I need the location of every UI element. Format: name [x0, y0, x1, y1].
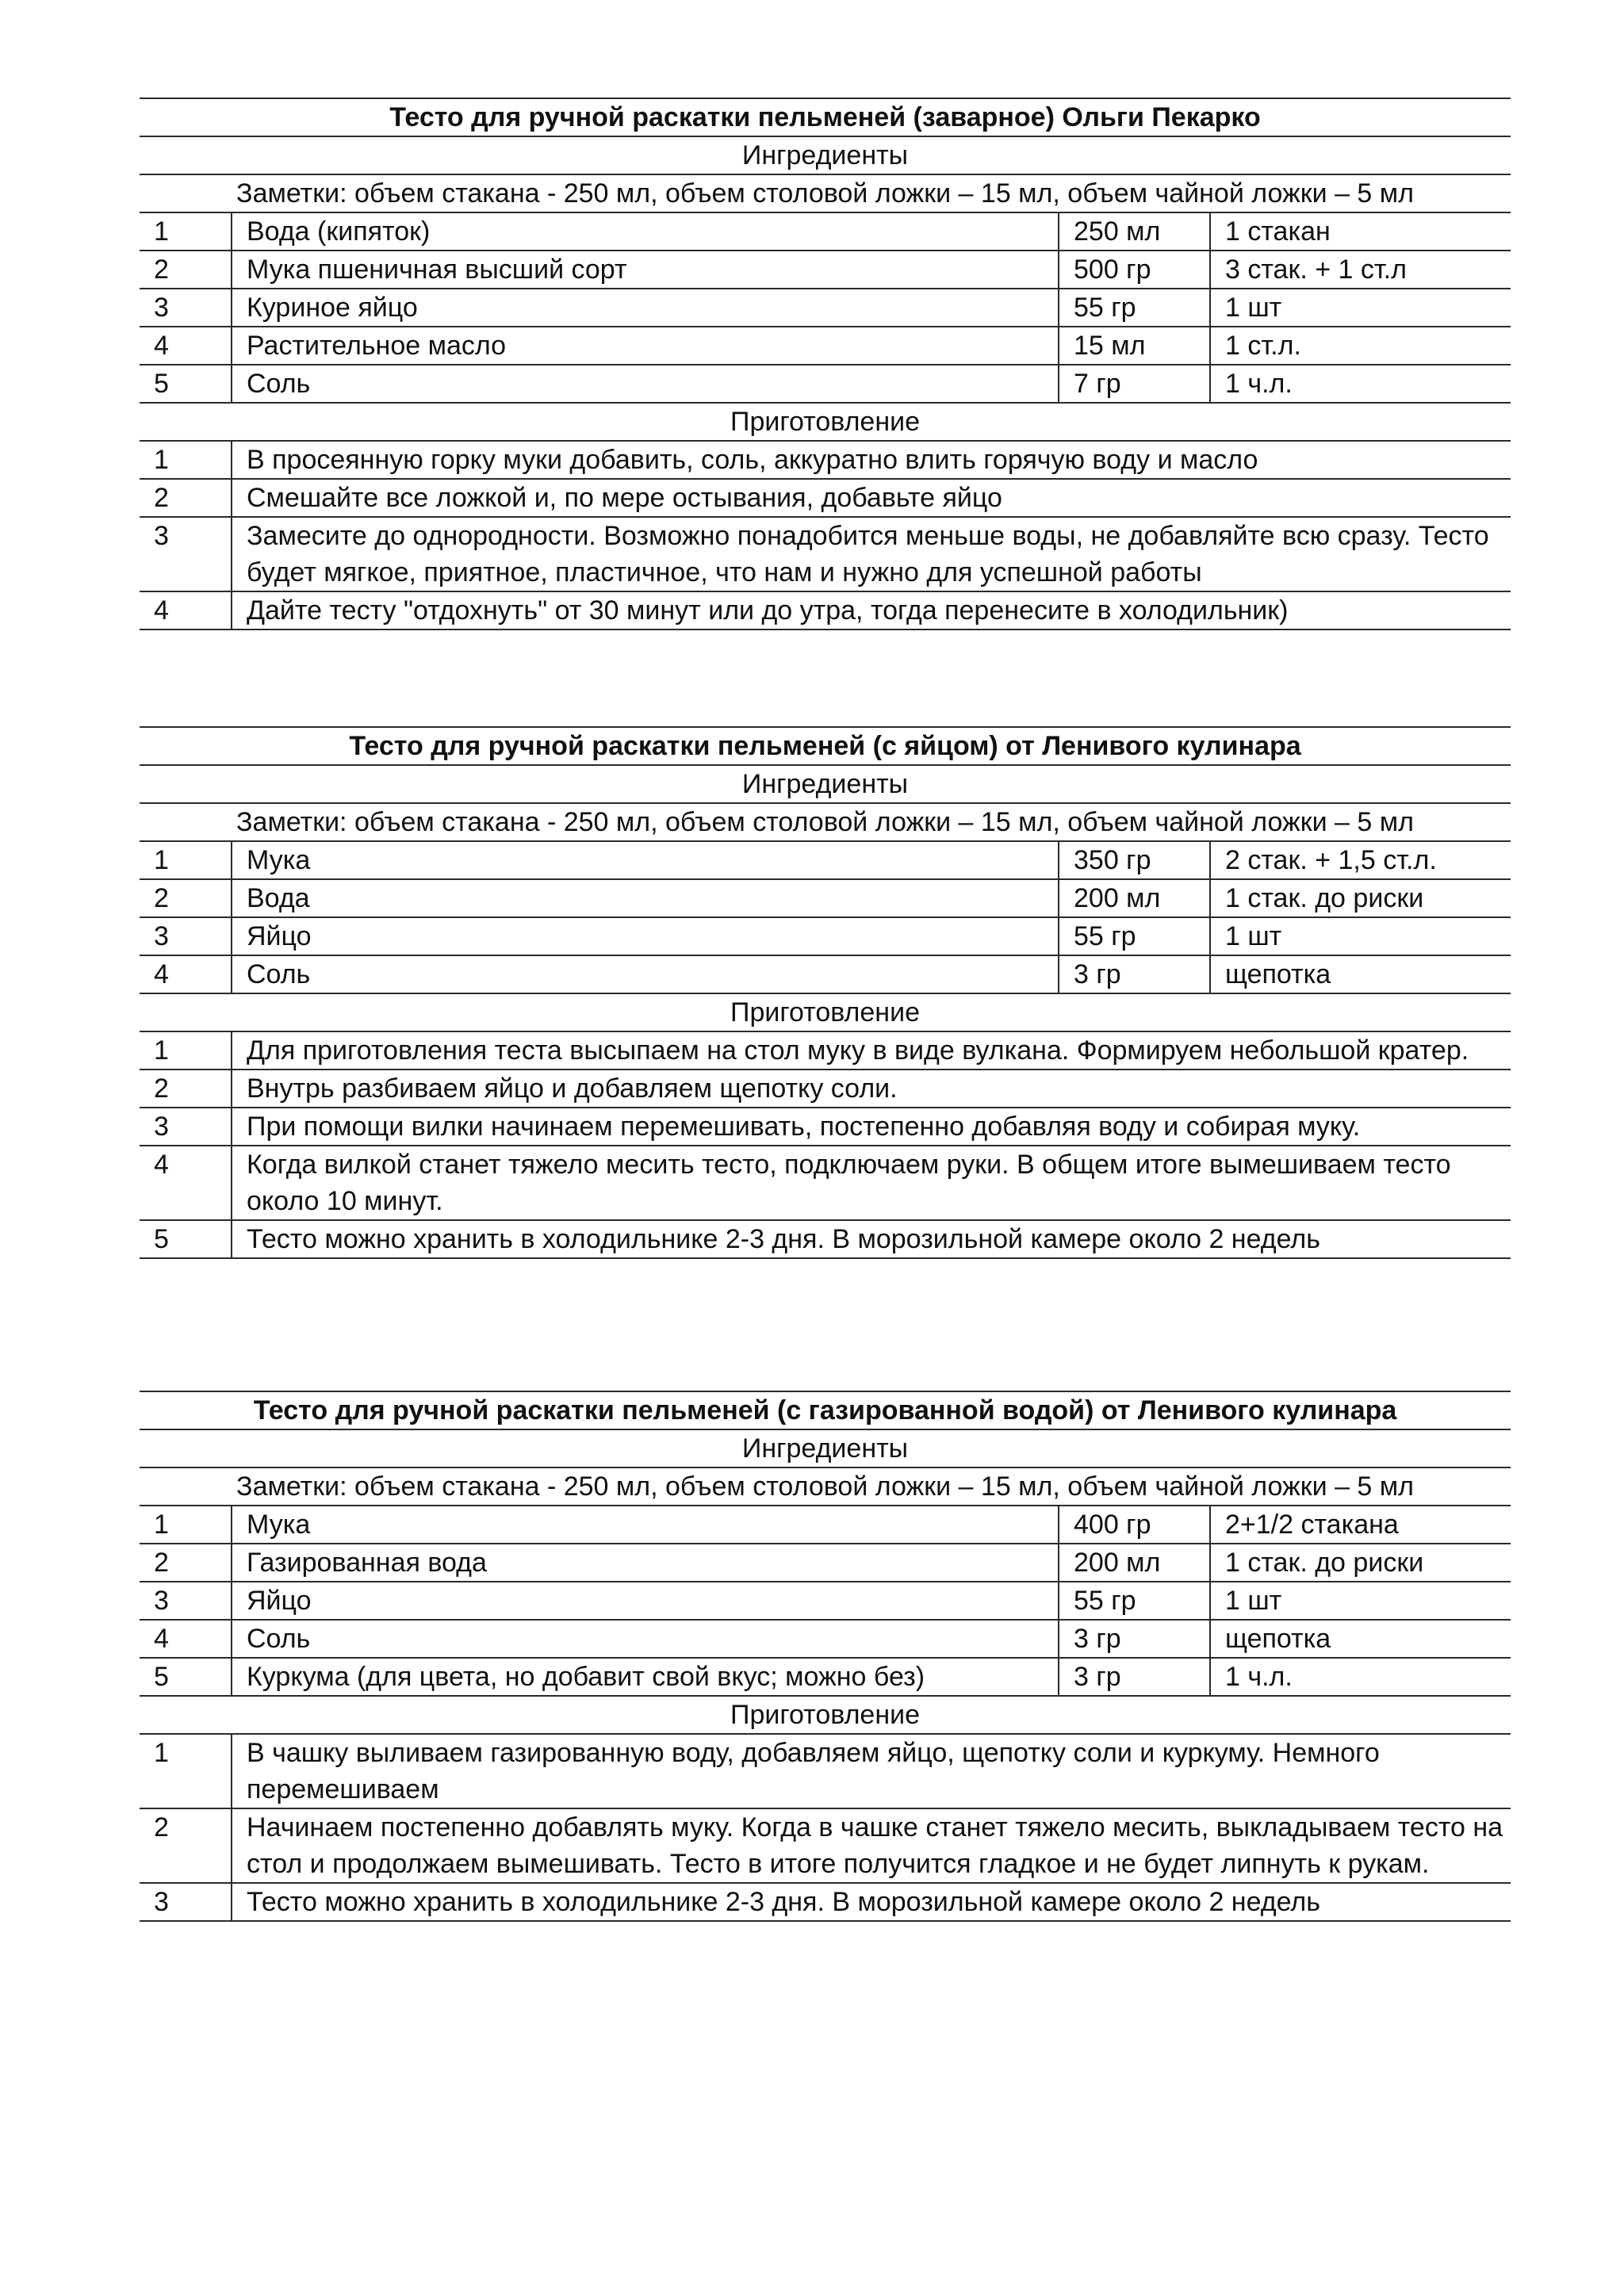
notes-row — [140, 1468, 1511, 1506]
recipe-title: Тесто для ручной раскатки пельменей (заварное) Ольги Пекарко — [140, 98, 1511, 136]
ingredient-amount: 7 гр — [1059, 365, 1210, 403]
step-row — [140, 1031, 1511, 1070]
ingredient-amount: 55 гр — [1059, 1582, 1210, 1620]
step-number: 3 — [140, 1883, 232, 1921]
ingredient-amount: 3 гр — [1059, 1658, 1210, 1696]
step-row — [140, 1734, 1511, 1808]
ingredient-row — [140, 251, 1511, 289]
recipe-title-row — [140, 727, 1511, 765]
ingredient-amount: 3 гр — [1059, 955, 1210, 993]
notes-row — [140, 803, 1511, 841]
ingredient-number: 1 — [140, 212, 232, 251]
ingredients-heading: Ингредиенты — [140, 765, 1511, 803]
ingredient-row — [140, 955, 1511, 993]
step-number: 3 — [140, 1108, 232, 1146]
step-text: В просеянную горку муки добавить, соль, аккуратно влить горячую воду и масло — [232, 441, 1511, 479]
ingredient-measure: 2 стак. + 1,5 ст.л. — [1210, 841, 1511, 879]
notes-text: Заметки: объем стакана - 250 мл, объем столовой ложки – 15 мл, объем чайной ложки – 5 мл — [140, 174, 1511, 212]
ingredient-measure: 3 стак. + 1 ст.л — [1210, 251, 1511, 289]
step-text: Начинаем постепенно добавлять муку. Когда в чашке станет тяжело месить, выкладываем тесто на стол и продолжаем вымешивать. Тесто в итоге получится гладкое и не будет липнуть к рукам. — [232, 1808, 1511, 1883]
recipe-title-row — [140, 98, 1511, 136]
ingredient-name: Соль — [232, 365, 1059, 403]
step-number: 2 — [140, 479, 232, 517]
recipe-title-row — [140, 1391, 1511, 1429]
step-number: 2 — [140, 1808, 232, 1883]
step-text: Когда вилкой станет тяжело месить тесто, подключаем руки. В общем итоге вымешиваем тесто около 10 минут. — [232, 1146, 1511, 1220]
step-number: 2 — [140, 1070, 232, 1108]
ingredient-row — [140, 212, 1511, 251]
step-row — [140, 479, 1511, 517]
ingredient-number: 1 — [140, 841, 232, 879]
ingredient-measure: 1 шт — [1210, 289, 1511, 327]
ingredient-amount: 15 мл — [1059, 327, 1210, 365]
ingredient-measure: 1 шт — [1210, 917, 1511, 955]
step-row — [140, 591, 1511, 629]
ingredient-number: 3 — [140, 917, 232, 955]
notes-text: Заметки: объем стакана - 250 мл, объем столовой ложки – 15 мл, объем чайной ложки – 5 мл — [140, 1468, 1511, 1506]
step-row — [140, 1108, 1511, 1146]
ingredient-number: 3 — [140, 289, 232, 327]
notes-text: Заметки: объем стакана - 250 мл, объем столовой ложки – 15 мл, объем чайной ложки – 5 мл — [140, 803, 1511, 841]
step-text: При помощи вилки начинаем перемешивать, постепенно добавляя воду и собирая муку. — [232, 1108, 1511, 1146]
ingredients-heading: Ингредиенты — [140, 136, 1511, 174]
step-row — [140, 1883, 1511, 1921]
step-number: 1 — [140, 1031, 232, 1070]
step-text: Для приготовления теста высыпаем на стол муку в виде вулкана. Формируем небольшой кратер. — [232, 1031, 1511, 1070]
step-number: 1 — [140, 1734, 232, 1808]
ingredient-name: Мука — [232, 841, 1059, 879]
ingredient-number: 2 — [140, 251, 232, 289]
ingredient-name: Куркума (для цвета, но добавит свой вкус; можно без) — [232, 1658, 1059, 1696]
ingredient-number: 2 — [140, 879, 232, 917]
ingredient-row — [140, 879, 1511, 917]
ingredient-measure: щепотка — [1210, 955, 1511, 993]
step-number: 4 — [140, 1146, 232, 1220]
ingredient-name: Яйцо — [232, 917, 1059, 955]
step-number: 4 — [140, 591, 232, 629]
ingredient-name: Мука пшеничная высший сорт — [232, 251, 1059, 289]
ingredient-measure: 1 ст.л. — [1210, 327, 1511, 365]
ingredient-amount: 55 гр — [1059, 917, 1210, 955]
ingredient-number: 1 — [140, 1506, 232, 1544]
ingredient-number: 4 — [140, 1620, 232, 1658]
ingredient-measure: 1 стак. до риски — [1210, 879, 1511, 917]
ingredient-amount: 200 мл — [1059, 879, 1210, 917]
recipe-title: Тесто для ручной раскатки пельменей (с газированной водой) от Ленивого кулинара — [140, 1391, 1511, 1429]
step-text: Смешайте все ложкой и, по мере остывания, добавьте яйцо — [232, 479, 1511, 517]
ingredient-measure: 1 стак. до риски — [1210, 1544, 1511, 1582]
recipe-table-3 — [140, 1391, 1511, 1922]
ingredient-number: 5 — [140, 365, 232, 403]
ingredient-measure: 1 ч.л. — [1210, 1658, 1511, 1696]
ingredient-name: Соль — [232, 1620, 1059, 1658]
recipe-table-2 — [140, 726, 1511, 1259]
ingredient-measure: 1 стакан — [1210, 212, 1511, 251]
step-text: Тесто можно хранить в холодильнике 2-3 дня. В морозильной камере около 2 недель — [232, 1883, 1511, 1921]
steps-heading-row — [140, 993, 1511, 1031]
steps-heading: Приготовление — [140, 993, 1511, 1031]
step-number: 3 — [140, 517, 232, 591]
ingredient-number: 3 — [140, 1582, 232, 1620]
ingredient-row — [140, 365, 1511, 403]
ingredient-name: Соль — [232, 955, 1059, 993]
step-text: Дайте тесту "отдохнуть" от 30 минут или до утра, тогда перенесите в холодильник) — [232, 591, 1511, 629]
step-row — [140, 441, 1511, 479]
recipe-title: Тесто для ручной раскатки пельменей (с яйцом) от Ленивого кулинара — [140, 727, 1511, 765]
ingredient-row — [140, 1506, 1511, 1544]
ingredient-number: 2 — [140, 1544, 232, 1582]
ingredient-name: Мука — [232, 1506, 1059, 1544]
ingredient-row — [140, 841, 1511, 879]
ingredient-name: Яйцо — [232, 1582, 1059, 1620]
ingredient-name: Газированная вода — [232, 1544, 1059, 1582]
step-row — [140, 1220, 1511, 1258]
ingredient-row — [140, 327, 1511, 365]
step-row — [140, 1808, 1511, 1883]
steps-heading-row — [140, 1696, 1511, 1734]
steps-heading: Приготовление — [140, 403, 1511, 441]
ingredient-amount: 350 гр — [1059, 841, 1210, 879]
step-text: Внутрь разбиваем яйцо и добавляем щепотку соли. — [232, 1070, 1511, 1108]
steps-heading-row — [140, 403, 1511, 441]
ingredient-row — [140, 1620, 1511, 1658]
step-text: Замесите до однородности. Возможно понадобится меньше воды, не добавляйте всю сразу. Тесто будет мягкое, приятное, пластичное, что нам и нужно для успешной работы — [232, 517, 1511, 591]
ingredient-measure: 1 ч.л. — [1210, 365, 1511, 403]
step-text: В чашку выливаем газированную воду, добавляем яйцо, щепотку соли и куркуму. Немного перемешиваем — [232, 1734, 1511, 1808]
notes-row — [140, 174, 1511, 212]
ingredient-measure: щепотка — [1210, 1620, 1511, 1658]
ingredient-amount: 500 гр — [1059, 251, 1210, 289]
ingredient-name: Вода (кипяток) — [232, 212, 1059, 251]
ingredient-measure: 2+1/2 стакана — [1210, 1506, 1511, 1544]
step-text: Тесто можно хранить в холодильнике 2-3 дня. В морозильной камере около 2 недель — [232, 1220, 1511, 1258]
ingredients-heading: Ингредиенты — [140, 1429, 1511, 1468]
ingredient-amount: 250 мл — [1059, 212, 1210, 251]
ingredient-row — [140, 917, 1511, 955]
ingredient-number: 5 — [140, 1658, 232, 1696]
step-row — [140, 1146, 1511, 1220]
ingredient-measure: 1 шт — [1210, 1582, 1511, 1620]
ingredient-name: Вода — [232, 879, 1059, 917]
ingredient-number: 4 — [140, 327, 232, 365]
ingredient-row — [140, 1582, 1511, 1620]
ingredients-heading-row — [140, 1429, 1511, 1468]
ingredient-name: Растительное масло — [232, 327, 1059, 365]
ingredient-amount: 200 мл — [1059, 1544, 1210, 1582]
ingredients-heading-row — [140, 765, 1511, 803]
ingredient-row — [140, 1658, 1511, 1696]
step-number: 5 — [140, 1220, 232, 1258]
step-row — [140, 517, 1511, 591]
ingredient-name: Куриное яйцо — [232, 289, 1059, 327]
step-number: 1 — [140, 441, 232, 479]
ingredient-row — [140, 1544, 1511, 1582]
ingredient-amount: 55 гр — [1059, 289, 1210, 327]
ingredients-heading-row — [140, 136, 1511, 174]
step-row — [140, 1070, 1511, 1108]
ingredient-row — [140, 289, 1511, 327]
recipe-table-1 — [140, 98, 1511, 630]
steps-heading: Приготовление — [140, 1696, 1511, 1734]
ingredient-amount: 3 гр — [1059, 1620, 1210, 1658]
ingredient-number: 4 — [140, 955, 232, 993]
ingredient-amount: 400 гр — [1059, 1506, 1210, 1544]
